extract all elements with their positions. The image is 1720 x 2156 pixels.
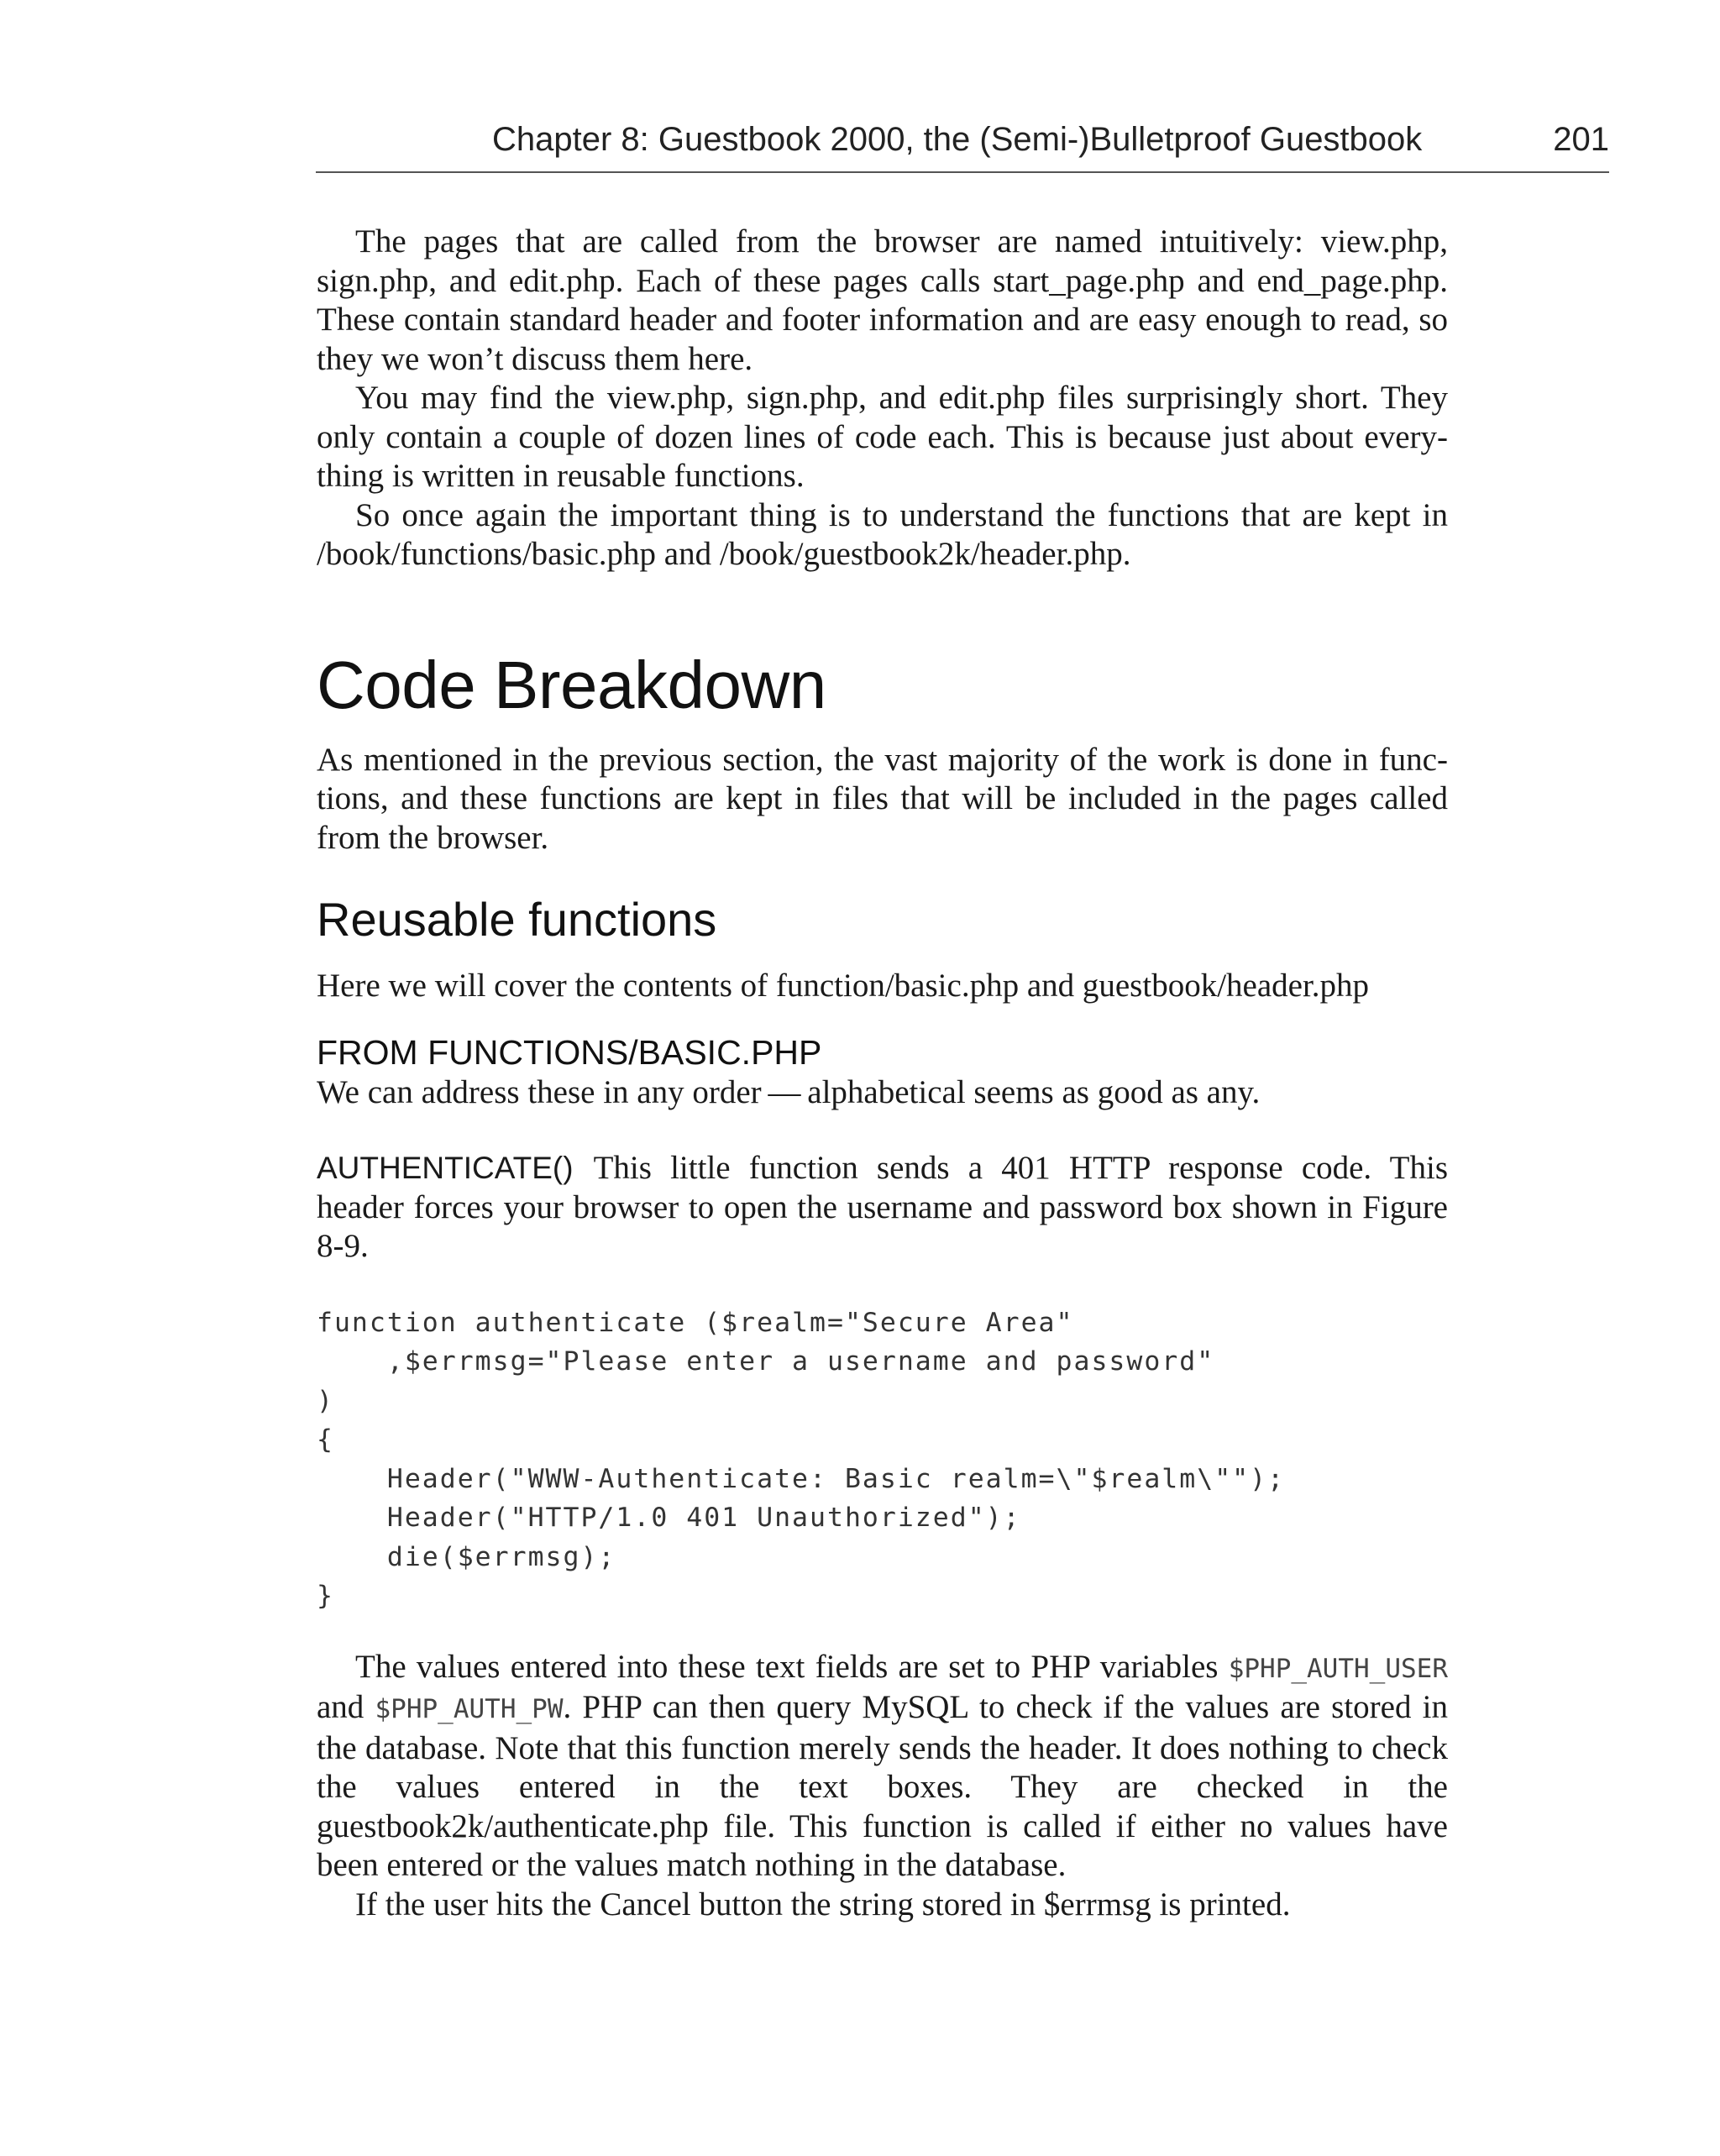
subhead-paragraph: We can address these in any order — alphabetical seems as good as any. (317, 1073, 1261, 1110)
after-code-text-1: The values entered into these text fields are set to PHP variables (355, 1648, 1229, 1685)
after-code-text-2: and (317, 1689, 375, 1725)
after-code-text-3: . PHP can then query MySQL to check if the values are stored in the database. Note that this function merely sends the header. It does nothing to check the values entered in the text boxes. They are checked in the guestbook2k/authenticate.php file. This function is called if either no values have been entered or the values match nothing in the database. (317, 1689, 1449, 1883)
after-code-paragraph (317, 1648, 1448, 1886)
authenticate-run-in-head: AUTHENTICATE() (317, 1151, 574, 1185)
page-number: 201 (1553, 121, 1609, 158)
subsection-heading: Reusable functions (317, 893, 717, 946)
intro-paragraph-2: You may find the view.php, sign.php, and edit.php files surprisingly short. They only contain a couple of dozen lines of code each. This is because just about everything is written in reusable functions. (317, 380, 1448, 494)
running-header (316, 116, 1609, 173)
authenticate-description: This little function sends a 401 HTTP response code. This header forces your browser to open the username and password box shown in Figure 8-9. (317, 1150, 1448, 1264)
chapter-title: Chapter 8: Guestbook 2000, the (Semi-)Bulletproof Guestbook (492, 121, 1423, 158)
intro-paragraph-1: The pages that are called from the browser are named intuitively: view.php, sign.php, and edit.php. Each of these pages calls start_page.php and end_page.php. These contain standard header and footer information and are easy enough to read, so they we won’t discuss them here. (317, 223, 1448, 377)
section-paragraph: As mentioned in the previous section, the vast majority of the work is done in functions, and these functions are kept in files that will be included in the pages called from the browser. (317, 741, 1448, 856)
subsection-paragraph: Here we will cover the contents of function/basic.php and guestbook/header.php (317, 968, 1370, 1004)
section-heading: Code Breakdown (317, 647, 826, 722)
intro-paragraph-3: So once again the important thing is to understand the functions that are kept in /book/functions/basic.php and /book/guestbook2k/header.php. (317, 496, 1448, 572)
subhead-heading: FROM FUNCTIONS/BASIC.PHP (317, 1032, 822, 1072)
code-listing: function authenticate ($realm="Secure Area" ,$errmsg="Please enter a username and password" ) { Header("WWW-Authenticate: Basic realm=\"$realm\""); Header("HTTP/1.0 401 Unauthorized"); die($errmsg); } (317, 1307, 1286, 1611)
inline-code-php-auth-user: $PHP_AUTH_USER (1228, 1653, 1448, 1684)
authenticate-paragraph (317, 1149, 1448, 1267)
inline-code-php-auth-pw: $PHP_AUTH_PW (375, 1694, 564, 1724)
cancel-paragraph: If the user hits the Cancel button the string stored in $errmsg is printed. (355, 1886, 1291, 1923)
text-column (317, 223, 1448, 1924)
